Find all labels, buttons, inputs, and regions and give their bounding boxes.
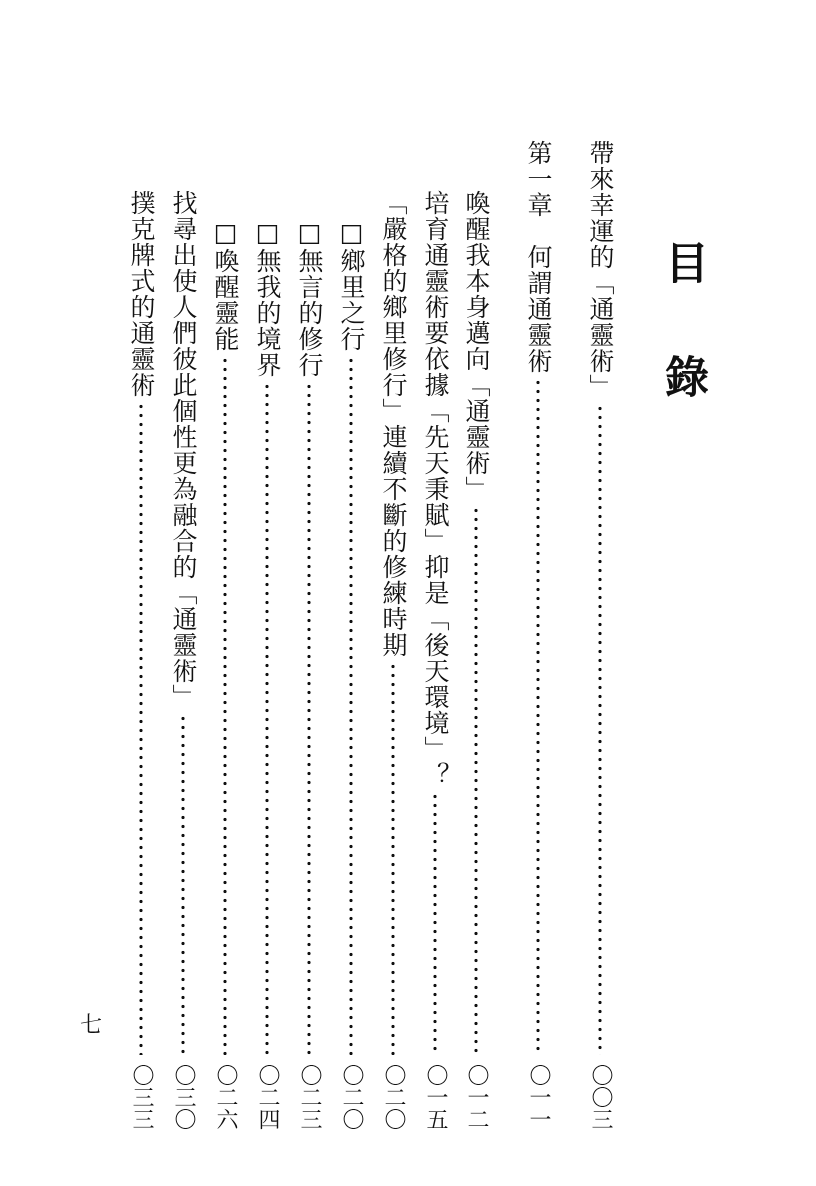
toc-entry-page: 〇一二 [464,1064,489,1130]
toc-entry[interactable] [121,190,161,1135]
toc-entry[interactable] [456,190,496,1135]
dot-leader [265,382,269,1055]
toc-entry-page: 〇一五 [423,1064,448,1130]
toc-entry-page: 〇二六 [213,1064,238,1130]
toc-entry-label: 第一章 何謂通靈術 [524,140,553,374]
toc-entry[interactable] [163,190,203,1135]
dot-leader [181,714,185,1055]
dot-leader [598,404,602,1055]
toc-entry[interactable] [373,190,413,1135]
toc-entry-page: 〇二〇 [339,1064,364,1130]
toc-entry-page: 〇一一 [526,1064,551,1130]
toc-entry-page: 〇二三 [297,1064,322,1130]
toc-entry[interactable] [289,218,329,1135]
dot-leader [349,356,353,1055]
dot-leader [307,382,311,1055]
page-title: 目錄 [657,240,708,468]
toc-entry-label: 帶來幸運的「通靈術」 [586,140,615,400]
toc-chapter-entry[interactable] [518,140,558,1135]
toc-entry-label: 撲克牌式的通靈術 [127,190,156,398]
toc-entry[interactable] [415,190,455,1135]
toc-entry[interactable] [205,218,245,1135]
dot-leader [391,662,395,1055]
dot-leader [474,506,478,1055]
toc-entry[interactable] [331,218,371,1135]
toc-entry[interactable] [247,218,287,1135]
toc-entry-label: 培育通靈術要依據「先天秉賦」抑是「後天環境」？ [421,190,450,788]
toc-entry-page: 〇二〇 [381,1064,406,1130]
toc-entry-label: 喚醒我本身邁向「通靈術」 [462,190,491,502]
toc-entry-label: □無我的境界 [253,218,282,378]
toc-entry[interactable] [580,140,620,1135]
toc-entry-label: 找尋出使人們彼此個性更為融合的「通靈術」 [169,190,198,710]
toc-entry-page: 〇〇三 [588,1064,613,1130]
page-number: 七 [80,1013,103,1038]
toc-entry-label: 「嚴格的鄉里修行」連續不斷的修練時期 [379,190,408,658]
toc-entry-label: □喚醒靈能 [211,218,240,352]
dot-leader [223,356,227,1055]
dot-leader [139,402,143,1055]
toc-entry-label: □鄉里之行 [337,218,366,352]
dot-leader [536,378,540,1055]
toc-entry-page: 〇三三 [129,1064,154,1130]
toc-entry-page: 〇二四 [255,1064,280,1130]
toc-entry-page: 〇三〇 [171,1064,196,1130]
toc-entry-label: □無言的修行 [295,218,324,378]
dot-leader [433,792,437,1055]
